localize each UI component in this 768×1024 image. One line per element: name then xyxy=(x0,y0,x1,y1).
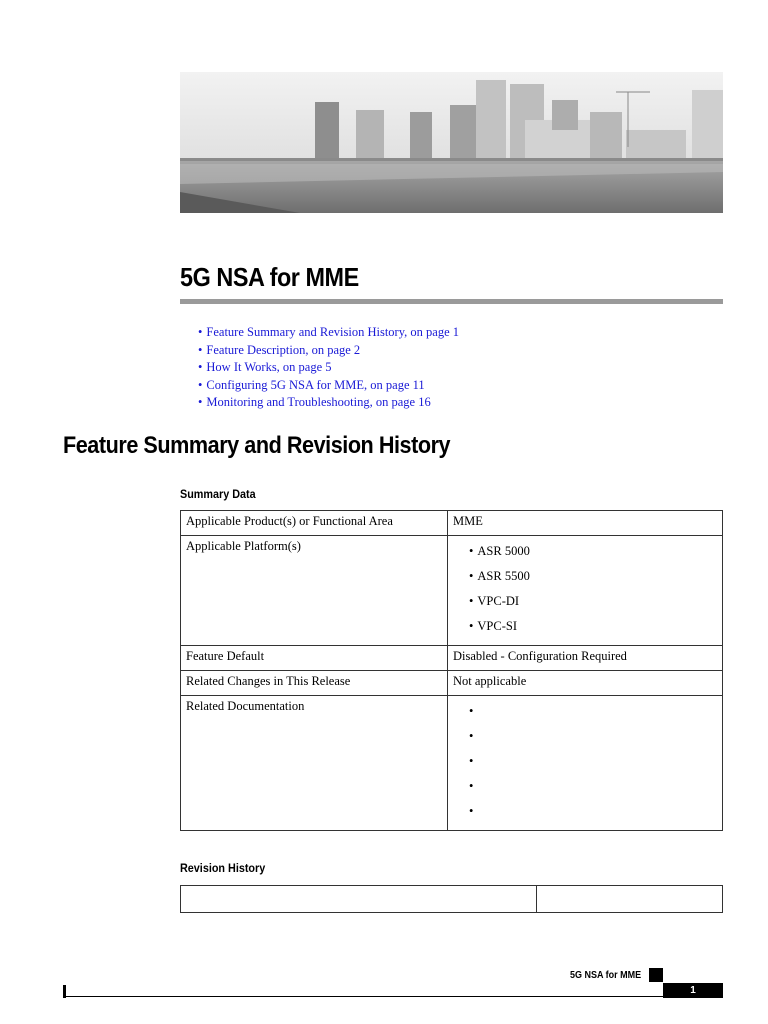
table-row xyxy=(181,671,723,696)
footer-rule xyxy=(63,996,663,997)
mini-toc xyxy=(198,324,459,412)
table-cell-value xyxy=(448,536,723,646)
list-item xyxy=(469,749,717,774)
table-row xyxy=(181,511,723,536)
list-item: • VPC-SI xyxy=(469,614,717,639)
summary-data-table xyxy=(180,510,723,831)
table-cell xyxy=(537,886,723,913)
table-row xyxy=(181,536,723,646)
table-cell-label: Related Changes in This Release xyxy=(181,671,448,696)
table-cell-label: Feature Default xyxy=(181,646,448,671)
table-row xyxy=(181,646,723,671)
table-cell-value xyxy=(448,696,723,831)
table-row xyxy=(181,696,723,831)
table-cell xyxy=(181,886,537,913)
toc-link[interactable]: Feature Description, on page 2 xyxy=(206,342,361,357)
toc-link[interactable]: Feature Summary and Revision History, on page 1 xyxy=(206,325,460,339)
documentation-list xyxy=(453,699,717,824)
toc-item[interactable]: • Configuring 5G NSA for MME, on page 11 xyxy=(198,377,425,392)
table-cell-label: Applicable Product(s) or Functional Area xyxy=(181,511,448,536)
toc-item[interactable]: • Feature Summary and Revision History, on page 1 xyxy=(198,325,460,339)
table-cell-value: Disabled - Configuration Required xyxy=(448,646,723,671)
toc-item[interactable]: • How It Works, on page 5 xyxy=(198,360,332,374)
summary-data-caption: Summary Data xyxy=(180,487,256,501)
toc-item[interactable]: • Monitoring and Troubleshooting, on page 16 xyxy=(198,395,431,409)
banner-image xyxy=(180,72,723,213)
chapter-title: 5G NSA for MME xyxy=(180,262,359,292)
revision-history-table xyxy=(180,885,723,913)
list-item xyxy=(469,724,717,749)
list-item: • ASR 5500 xyxy=(469,564,717,589)
list-item xyxy=(469,799,717,824)
toc-link[interactable]: How It Works, on page 5 xyxy=(206,360,332,374)
page-number: 1 xyxy=(663,983,723,998)
section-title: Feature Summary and Revision History xyxy=(63,432,451,459)
title-rule xyxy=(180,299,723,304)
footer-chapter-label: 5G NSA for MME xyxy=(570,970,642,981)
toc-item[interactable]: • Feature Description, on page 2 xyxy=(198,342,361,357)
table-cell-label: Related Documentation xyxy=(181,696,448,831)
platform-list xyxy=(453,539,717,639)
list-item xyxy=(469,699,717,724)
list-item: • ASR 5000 xyxy=(469,539,717,564)
list-item xyxy=(469,774,717,799)
table-cell-value: Not applicable xyxy=(448,671,723,696)
table-cell-value: MME xyxy=(448,511,723,536)
toc-link[interactable]: Configuring 5G NSA for MME, on page 11 xyxy=(206,377,425,392)
footer-marker xyxy=(649,968,663,982)
table-cell-label: Applicable Platform(s) xyxy=(181,536,448,646)
table-row xyxy=(181,886,723,913)
revision-history-caption: Revision History xyxy=(180,861,266,875)
toc-link[interactable]: Monitoring and Troubleshooting, on page 16 xyxy=(206,395,431,409)
list-item: • VPC-DI xyxy=(469,589,717,614)
